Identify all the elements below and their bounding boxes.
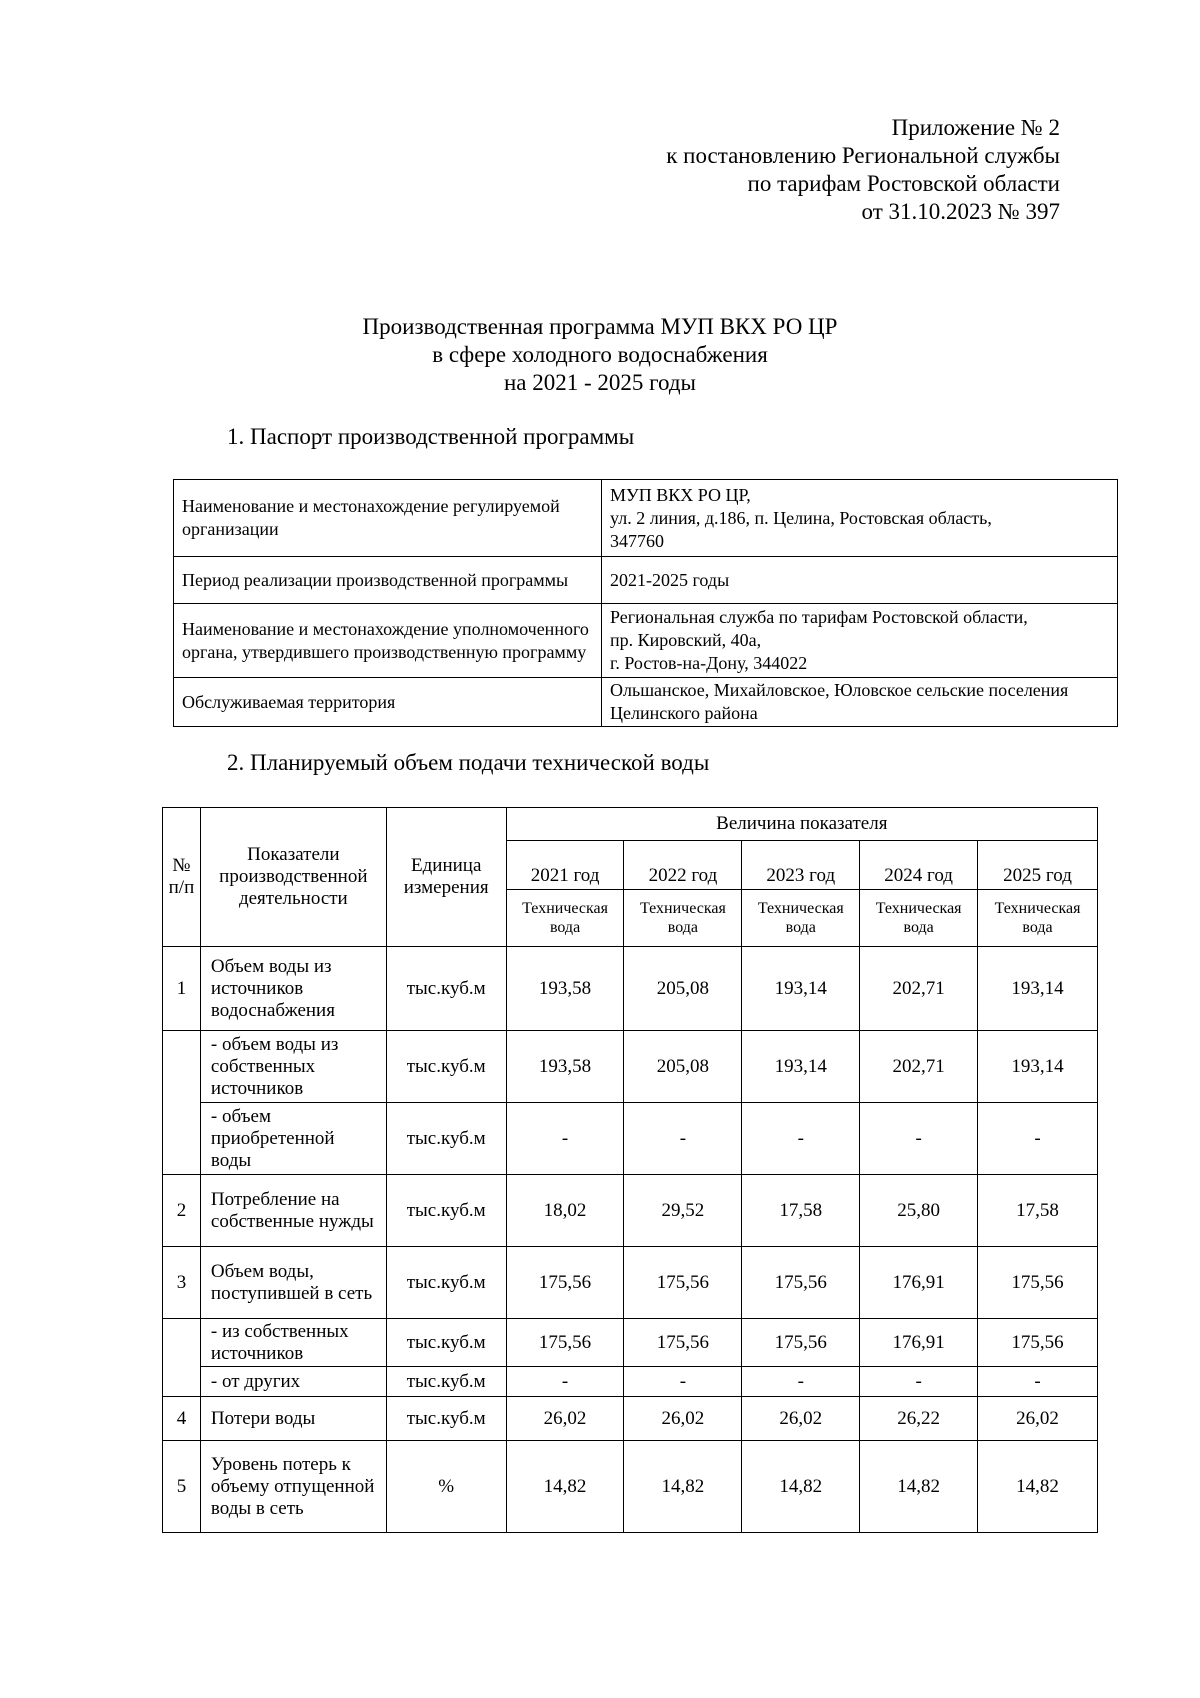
row-number: 4 xyxy=(163,1397,201,1441)
passport-row xyxy=(174,480,1118,557)
row-value: - xyxy=(742,1367,860,1397)
section-2-heading: 2. Планируемый объем подачи технической воды xyxy=(227,750,710,775)
document-title xyxy=(0,313,1200,397)
row-value: 193,58 xyxy=(506,947,624,1031)
row-unit: тыс.куб.м xyxy=(386,1175,506,1247)
passport-row xyxy=(174,678,1118,727)
row-value: 14,82 xyxy=(624,1441,742,1533)
table-row xyxy=(163,947,1098,1031)
row-value: 175,56 xyxy=(624,1247,742,1319)
approval-line-2: к постановлению Региональной службы xyxy=(666,143,1060,168)
passport-value-line: Региональная служба по тарифам Ростовской области, xyxy=(610,607,1028,627)
row-value: 14,82 xyxy=(860,1441,978,1533)
row-value: 193,58 xyxy=(506,1031,624,1103)
header-year: 2023 год xyxy=(742,841,860,890)
table-row xyxy=(163,1319,1098,1367)
row-unit: тыс.куб.м xyxy=(386,947,506,1031)
row-value: 18,02 xyxy=(506,1175,624,1247)
header-indicator: Показатели производственной деятельности xyxy=(200,808,386,947)
header-unit: Единица измерения xyxy=(386,808,506,947)
approval-line-1: Приложение № 2 xyxy=(891,115,1060,140)
row-value: 175,56 xyxy=(506,1319,624,1367)
row-value: 175,56 xyxy=(978,1247,1098,1319)
row-label: Объем воды из источников водоснабжения xyxy=(200,947,386,1031)
row-value: - xyxy=(742,1103,860,1175)
approval-block xyxy=(666,114,1060,226)
row-number: 3 xyxy=(163,1247,201,1319)
passport-value xyxy=(602,557,1118,604)
header-water-type: Техническая вода xyxy=(978,890,1098,947)
passport-key: Период реализации производственной программы xyxy=(174,557,602,604)
passport-value-line: г. Ростов-на-Дону, 344022 xyxy=(610,653,808,673)
table-row xyxy=(163,1031,1098,1103)
header-water-type: Техническая вода xyxy=(860,890,978,947)
table-row xyxy=(163,1367,1098,1397)
passport-table xyxy=(173,479,1118,727)
row-number xyxy=(163,1319,201,1397)
title-line-1: Производственная программа МУП ВКХ РО ЦР xyxy=(362,314,838,339)
passport-value xyxy=(602,480,1118,557)
passport-value-line: МУП ВКХ РО ЦР, xyxy=(610,484,751,505)
table-row xyxy=(163,1247,1098,1319)
row-label: Уровень потерь к объему отпущенной воды в сеть xyxy=(200,1441,386,1533)
header-water-type: Техническая вода xyxy=(742,890,860,947)
row-unit: тыс.куб.м xyxy=(386,1031,506,1103)
table-body xyxy=(163,947,1098,1533)
row-value: 175,56 xyxy=(506,1247,624,1319)
row-value: - xyxy=(506,1103,624,1175)
title-line-3: на 2021 - 2025 годы xyxy=(503,370,697,395)
header-year: 2024 год xyxy=(860,841,978,890)
table-row xyxy=(163,1175,1098,1247)
row-value: 193,14 xyxy=(978,1031,1098,1103)
row-value: 202,71 xyxy=(860,947,978,1031)
row-number xyxy=(163,1031,201,1175)
row-number: 2 xyxy=(163,1175,201,1247)
row-value: 26,02 xyxy=(624,1397,742,1441)
row-value: 202,71 xyxy=(860,1031,978,1103)
row-unit: тыс.куб.м xyxy=(386,1319,506,1367)
row-value: 17,58 xyxy=(742,1175,860,1247)
row-value: - xyxy=(624,1103,742,1175)
passport-value-line: пр. Кировский, 40а, xyxy=(610,630,762,650)
table-row xyxy=(163,1103,1098,1175)
row-value: 17,58 xyxy=(978,1175,1098,1247)
header-water-type: Техническая вода xyxy=(624,890,742,947)
header-water-type: Техническая вода xyxy=(506,890,624,947)
row-value: 193,14 xyxy=(742,1031,860,1103)
row-value: 14,82 xyxy=(506,1441,624,1533)
row-label: - от других xyxy=(200,1367,386,1397)
passport-value-line: Ольшанское, Михайловское, Юловское сельские поселения Целинского района xyxy=(610,680,1069,723)
passport-value xyxy=(602,604,1118,678)
row-value: 26,02 xyxy=(506,1397,624,1441)
row-value: 176,91 xyxy=(860,1247,978,1319)
row-value: 14,82 xyxy=(978,1441,1098,1533)
row-unit: тыс.куб.м xyxy=(386,1397,506,1441)
row-value: - xyxy=(506,1367,624,1397)
row-unit: тыс.куб.м xyxy=(386,1247,506,1319)
row-value: - xyxy=(860,1103,978,1175)
approval-line-4: от 31.10.2023 № 397 xyxy=(861,199,1060,224)
header-value-group: Величина показателя xyxy=(506,808,1097,841)
row-number: 5 xyxy=(163,1441,201,1533)
row-label: - из собственных источников xyxy=(200,1319,386,1367)
passport-value-line: 347760 xyxy=(610,530,664,551)
passport-value-line: ул. 2 линия, д.186, п. Целина, Ростовская область, xyxy=(610,507,992,528)
passport-value-line: 2021-2025 годы xyxy=(610,569,730,590)
table-row xyxy=(163,1441,1098,1533)
row-value: 26,02 xyxy=(978,1397,1098,1441)
row-value: 26,02 xyxy=(742,1397,860,1441)
row-label: Потери воды xyxy=(200,1397,386,1441)
row-value: 176,91 xyxy=(860,1319,978,1367)
row-value: 193,14 xyxy=(742,947,860,1031)
row-value: 205,08 xyxy=(624,947,742,1031)
approval-line-3: по тарифам Ростовской области xyxy=(747,171,1060,196)
row-label: - объем воды из собственных источников xyxy=(200,1031,386,1103)
header-year: 2025 год xyxy=(978,841,1098,890)
row-label: Потребление на собственные нужды xyxy=(200,1175,386,1247)
header-year: 2022 год xyxy=(624,841,742,890)
passport-row xyxy=(174,557,1118,604)
row-value: 175,56 xyxy=(624,1319,742,1367)
row-value: - xyxy=(978,1103,1098,1175)
row-value: - xyxy=(624,1367,742,1397)
row-unit: тыс.куб.м xyxy=(386,1103,506,1175)
row-value: 205,08 xyxy=(624,1031,742,1103)
row-value: 193,14 xyxy=(978,947,1098,1031)
section-1-heading: 1. Паспорт производственной программы xyxy=(227,424,635,449)
row-label: Объем воды, поступившей в сеть xyxy=(200,1247,386,1319)
passport-key: Наименование и местонахождение уполномоченного органа, утвердившего производственную программу xyxy=(174,604,602,678)
row-label: - объем приобретенной воды xyxy=(200,1103,386,1175)
passport-row xyxy=(174,604,1118,678)
row-unit: тыс.куб.м xyxy=(386,1367,506,1397)
passport-key: Наименование и местонахождение регулируемой организации xyxy=(174,480,602,557)
title-line-2: в сфере холодного водоснабжения xyxy=(432,342,768,367)
row-value: - xyxy=(860,1367,978,1397)
row-value: 26,22 xyxy=(860,1397,978,1441)
row-value: 175,56 xyxy=(742,1319,860,1367)
row-unit: % xyxy=(386,1441,506,1533)
table-row xyxy=(163,1397,1098,1441)
row-value: 25,80 xyxy=(860,1175,978,1247)
header-num: № п/п xyxy=(163,808,201,947)
passport-key: Обслуживаемая территория xyxy=(174,678,602,727)
row-value: 29,52 xyxy=(624,1175,742,1247)
row-number: 1 xyxy=(163,947,201,1031)
row-value: 175,56 xyxy=(742,1247,860,1319)
water-volume-table xyxy=(162,807,1098,1533)
passport-value xyxy=(602,678,1118,727)
row-value: 14,82 xyxy=(742,1441,860,1533)
row-value: - xyxy=(978,1367,1098,1397)
header-year: 2021 год xyxy=(506,841,624,890)
row-value: 175,56 xyxy=(978,1319,1098,1367)
header-row xyxy=(163,808,1098,841)
